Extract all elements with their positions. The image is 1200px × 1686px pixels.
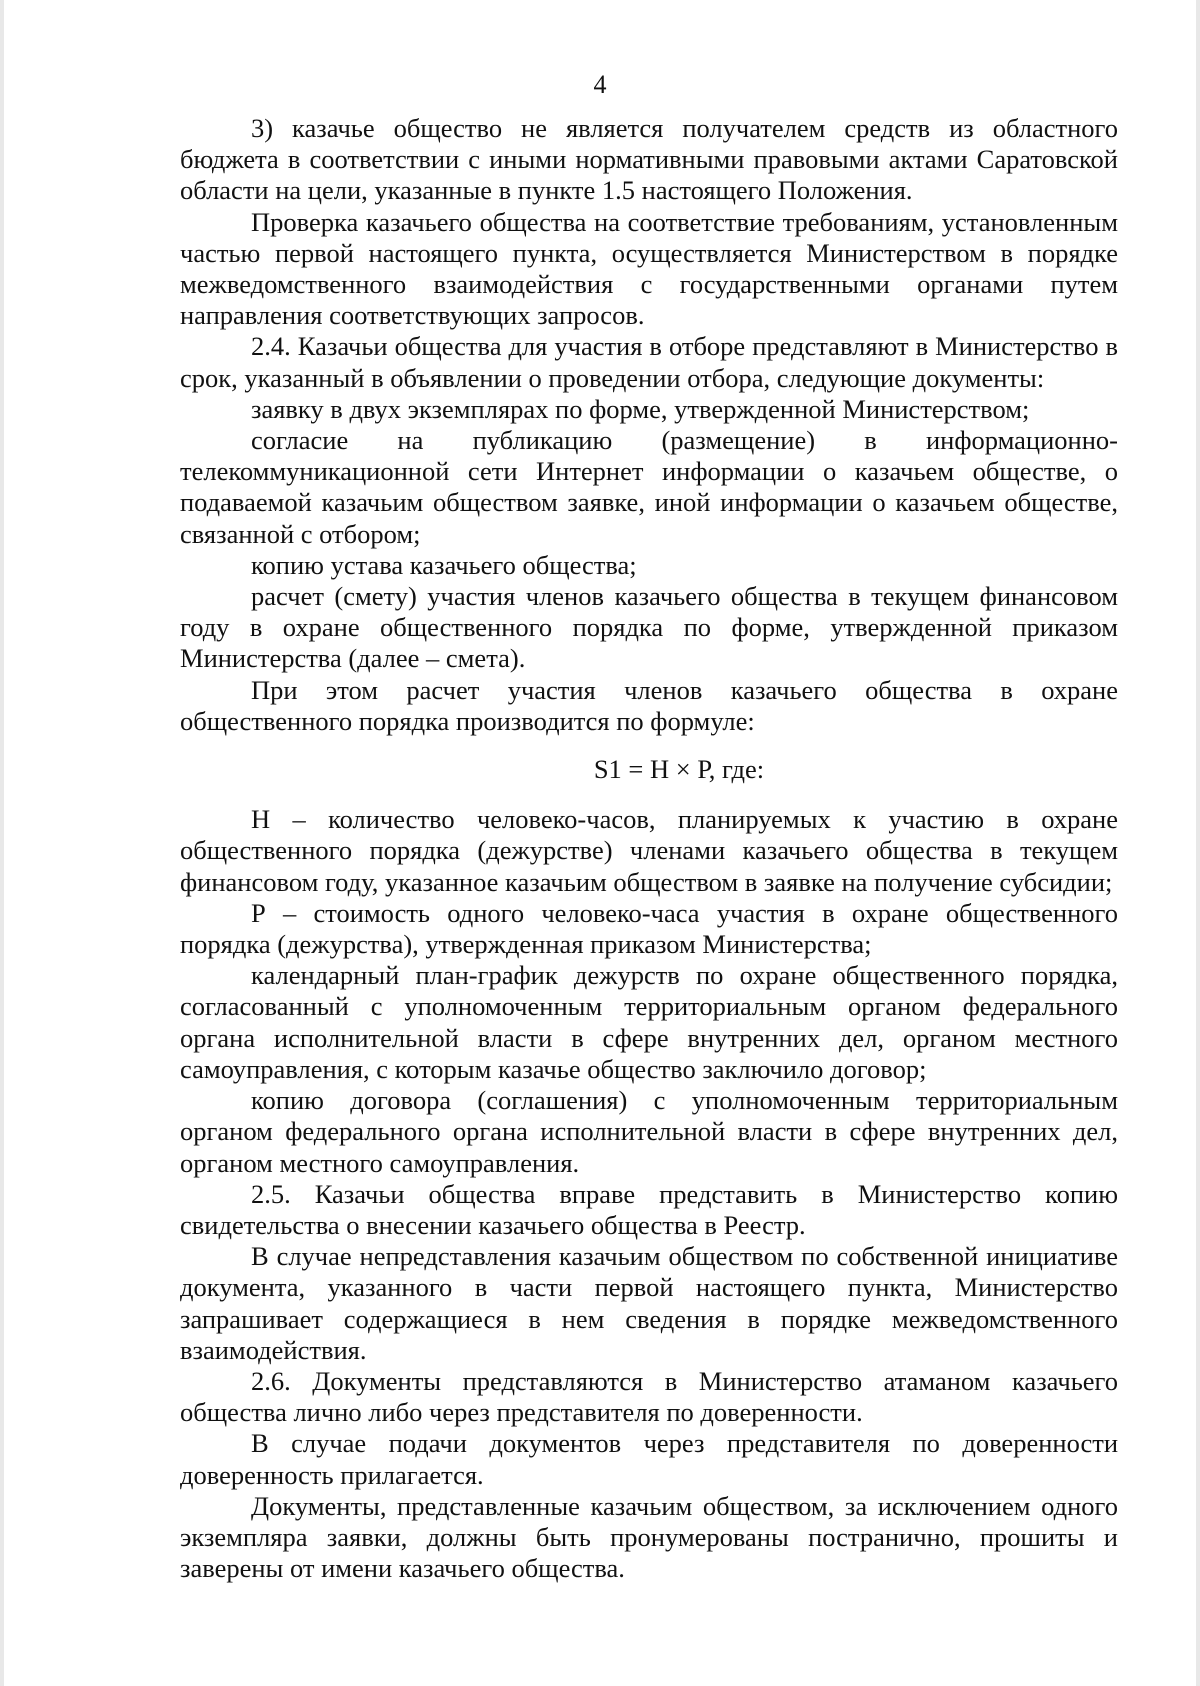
list-item-contract: копию договора (соглашения) с уполномоченным территориальным органом федерального органа исполнительной власти в сфере внутренних дел, органом местного самоуправления.	[180, 1085, 1118, 1178]
document-body	[180, 113, 1118, 1584]
paragraph-proxy: В случае подачи документов через представителя по доверенности доверенность прилагается.	[180, 1428, 1118, 1490]
list-item-consent: согласие на публикацию (размещение) в информационно-телекоммуникационной сети Интернет информации о казачьем обществе, о подаваемой казачьим обществом заявке, иной информации о казачьем обществе, связанной с отбором;	[180, 425, 1118, 549]
paragraph-2-5: 2.5. Казачьи общества вправе представить в Министерство копию свидетельства о внесении казачьего общества в Реестр.	[180, 1178, 1118, 1240]
paragraph-documents-binding: Документы, представленные казачьим обществом, за исключением одного экземпляра заявки, должны быть пронумерованы постранично, прошиты и заверены от имени казачьего общества.	[180, 1490, 1118, 1584]
paragraph-verification: Проверка казачьего общества на соответствие требованиям, установленным частью первой настоящего пункта, осуществляется Министерством в порядке межведомственного взаимодействия с государственными органами путем направления соответствующих запросов.	[180, 206, 1118, 331]
scan-edge-right	[1196, 0, 1200, 1686]
list-item-charter: копию устава казачьего общества;	[251, 549, 637, 580]
paragraph-formula-intro: При этом расчет участия членов казачьего общества в охране общественного порядка производится по формуле:	[180, 674, 1118, 736]
paragraph-condition-3: 3) казачье общество не является получателем средств из областного бюджета в соответствии с иными нормативными правовыми актами Саратовской области на цели, указанные в пункте 1.5 настоящего Положения.	[180, 113, 1118, 206]
paragraph-2-6: 2.6. Документы представляются в Министерство атаманом казачьего общества лично либо через представителя по доверенности.	[180, 1365, 1118, 1428]
paragraph-2-4: 2.4. Казачьи общества для участия в отборе представляют в Министерство в срок, указанный в объявлении о проведении отбора, следующие документы:	[180, 331, 1118, 393]
list-item-application: заявку в двух экземплярах по форме, утвержденной Министерством;	[251, 393, 1030, 424]
list-item-schedule: календарный план-график дежурств по охране общественного порядка, согласованный с уполномоченным территориальным органом федерального органа исполнительной власти в сфере внутренних дел, органом местного самоуправления, с которым казачье общество заключило договор;	[180, 960, 1118, 1084]
paragraph-non-submission: В случае непредставления казачьим обществом по собственной инициативе документа, указанного в части первой настоящего пункта, Министерство запрашивает содержащиеся в нем сведения в порядке межведомственного взаимодействия.	[180, 1241, 1118, 1365]
formula: S1 = Н × Р, где:	[593, 754, 765, 785]
definition-h: Н – количество человеко-часов, планируемых к участию в охране общественного порядка (дежурстве) членами казачьего общества в текущем финансовом году, указанное казачьим обществом в заявке на получение субсидии;	[180, 804, 1118, 897]
scan-edge-left	[0, 0, 4, 1686]
definition-p: Р – стоимость одного человеко-часа участия в охране общественного порядка (дежурства), утвержденная приказом Министерства;	[180, 897, 1118, 960]
list-item-estimate: расчет (смету) участия членов казачьего общества в текущем финансовом году в охране общественного порядка по форме, утвержденной приказом Министерства (далее – смета).	[180, 581, 1118, 674]
page-number: 4	[593, 70, 607, 99]
